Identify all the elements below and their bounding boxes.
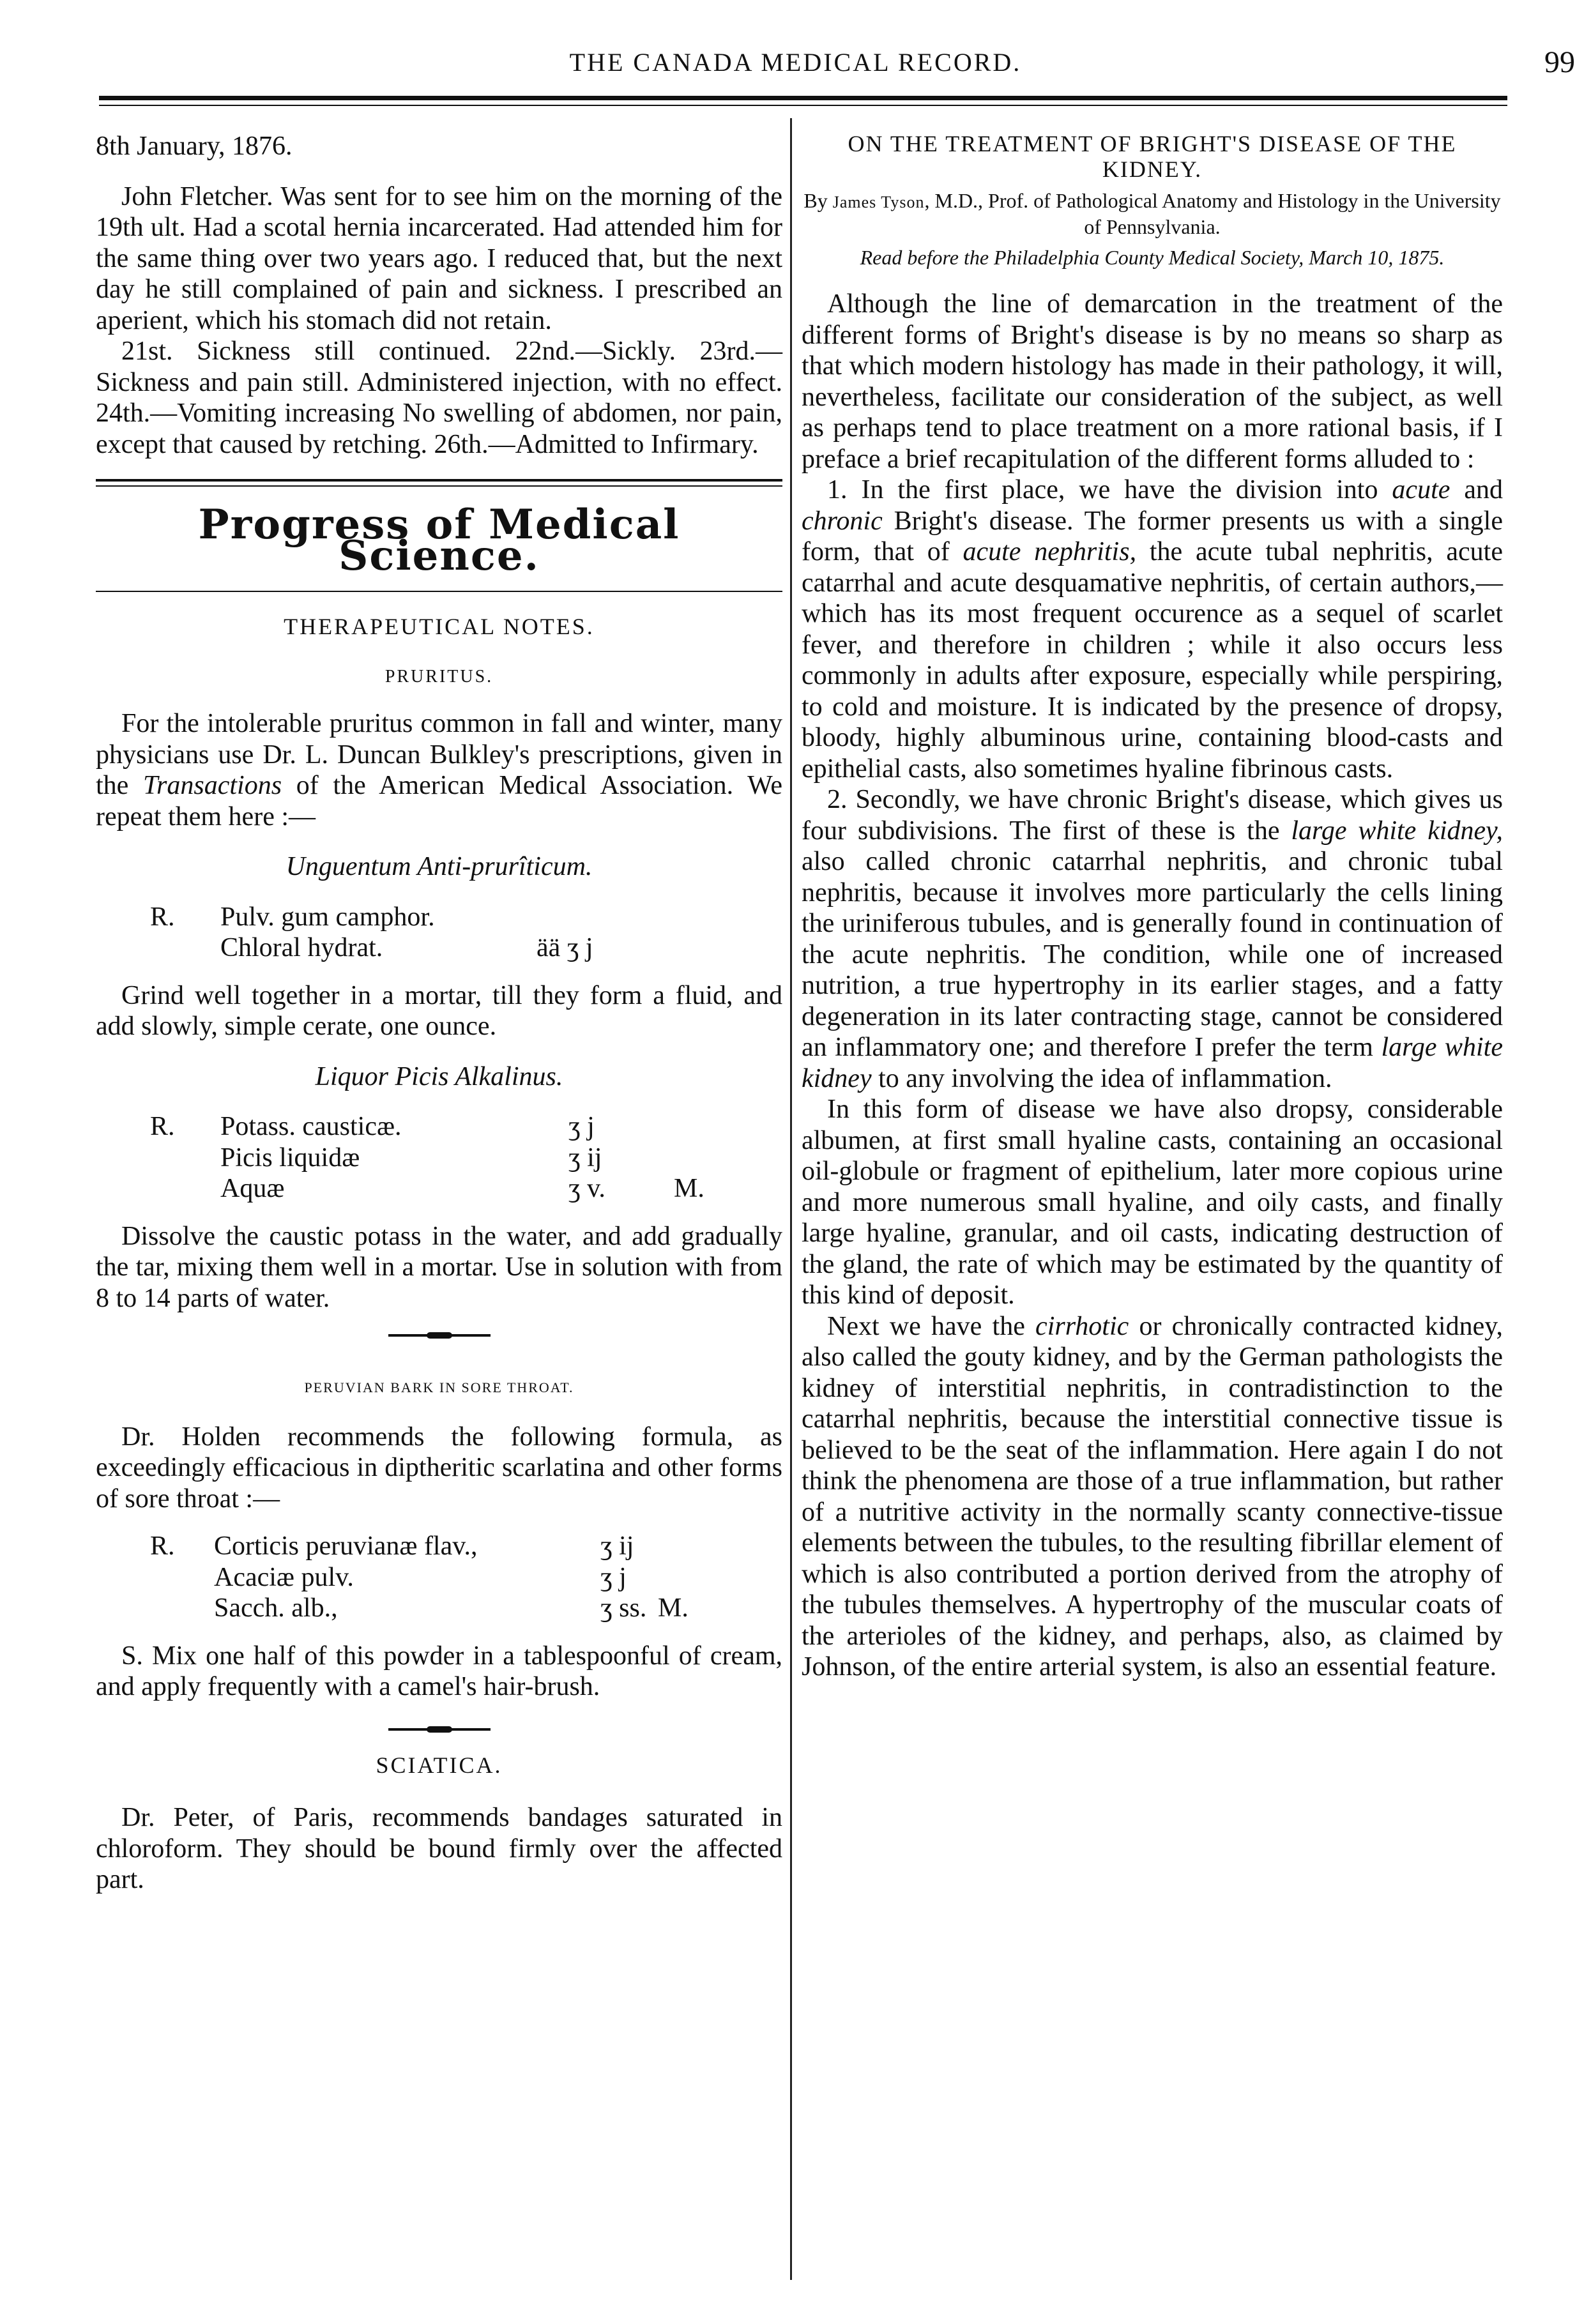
section-heading: THERAPEUTICAL NOTES. xyxy=(284,614,595,639)
formula-2-directions: Dissolve the caustic potass in the water, and add gradually the tar, mixing them well in a mortar. Use in solution with from 8 to 14 parts of water. xyxy=(96,1221,782,1313)
sciatica-heading: SCIATICA. xyxy=(376,1752,503,1778)
dateline: 8th January, 1876. xyxy=(96,132,293,161)
transactions-italic: Transactions xyxy=(143,771,282,800)
peruvian-intro: Dr. Holden recommends the following formula, as exceedingly efficacious in diptheritic scarlatina and other forms of sore throat :— xyxy=(96,1422,782,1514)
pruritus-heading: PRURITUS. xyxy=(384,666,494,687)
dose: ʒ ij xyxy=(600,1531,634,1561)
paragraph-5: Next we have the cirrhotic or chronically contracted kidney, also called the gouty kidney, and by the German pathologists the kidney of interstitial nephritis, in contradistinction to the catarrhal nephritis, because the interstitial connective tissue is believed to be the seat of the inflammation. Here again I do not think the phenomena are those of a true inflammation, but rather of a nutritive activity in the normally scanty connective-tissue elements between the tubules, to the resulting fibrillar element of which is also contributed a portion derived from the atrophy of the tubules themselves. A hypertrophy of the muscular coats of the arterioles of the kidney, and perhaps, also, as claimed by Johnson, of the entire arterial system, is also an essential feature. xyxy=(802,1311,1503,1682)
ingredient: Corticis peruvianæ flav., xyxy=(214,1531,478,1561)
ingredient: Aquæ xyxy=(220,1174,285,1203)
dose: ʒ j xyxy=(568,1112,595,1141)
paragraph-3: 2. Secondly, we have chronic Bright's disease, which gives us four subdivisions. The first of these is the large white kidney, also called chronic catarrhal nephritis, and chronic tubal nephritis, because it involves more particularly the cells lining the uriniferous tubules, and is generally found in continuation of the acute nephritis. The condition, while one of increased nutrition, a true hypertrophy in its earlier stages, and a fatty degeneration in its later contracting stage, cannot be considered an inflammatory one; and therefore I prefer the term large white kidney to any involving the idea of inflammation. xyxy=(802,785,1503,1093)
paragraph-1: Although the line of demarcation in the treatment of the different forms of Bright's disease is by no means so sharp as that which modern histology has made in their pathology, it will, nevertheless, facilitate our consideration of the subject, as well as perhaps tend to place treatment on a more rational basis, if I preface a brief recapitulation of the different forms alluded to : xyxy=(802,289,1503,474)
author-name: James Tyson xyxy=(832,193,925,211)
formula-2-line-1 xyxy=(96,1111,782,1143)
ornamental-rule xyxy=(388,1728,491,1731)
sciatica-text: Dr. Peter, of Paris, recommends bandages saturated in chloroform. They should be bound firmly over the affected part. xyxy=(96,1803,782,1894)
case-paragraph-2: 21st. Sickness still continued. 22nd.—Sickly. 23rd.—Sickness and pain still. Administered injection, with no effect. 24th.—Vomiting increasing No swelling of abdomen, nor pain, except that caused by retching. 26th.—Admitted to Infirmary. xyxy=(96,337,782,459)
formula-3-line-2 xyxy=(96,1562,782,1593)
misce-mark: M. xyxy=(674,1174,704,1203)
dose: ʒ v. xyxy=(568,1174,605,1203)
paragraph-4: In this form of disease we have also dropsy, considerable albumen, at first small hyaline casts, containing an occasional oil-globule or fragment of epithelium, later more copious urine and more numerous small hyaline, and oily casts, and finally large hyaline, granular, and oil casts, indicating destruction of the gland, the rate of which may be estimated by the quantity of this kind of deposit. xyxy=(802,1095,1503,1310)
ingredient: Chloral hydrat. xyxy=(220,933,383,962)
dose: ää ʒ j xyxy=(537,933,593,962)
formula-1 xyxy=(96,902,782,964)
formula-2-line-3 xyxy=(96,1173,782,1204)
header-rule-thin xyxy=(99,105,1507,106)
running-title: THE CANADA MEDICAL RECORD. xyxy=(569,48,1022,77)
formula-1-directions: Grind well together in a mortar, till they form a fluid, and add slowly, simple cerate, one ounce. xyxy=(96,980,782,1041)
article-title: ON THE TREATMENT OF BRIGHT'S DISEASE OF THE KIDNEY. xyxy=(848,131,1457,182)
column-divider xyxy=(790,118,792,2280)
formula-3 xyxy=(96,1531,782,1624)
ingredient: Sacch. alb., xyxy=(214,1593,338,1623)
left-column xyxy=(96,131,782,1895)
recipe-mark: R. xyxy=(150,1112,175,1141)
read-note: Read before the Philadelphia County Medical Society, March 10, 1875. xyxy=(860,246,1445,269)
case-paragraph-1: John Fletcher. Was sent for to see him on the morning of the 19th ult. Had a scotal hernia incarcerated. Had attended him for the same thing over two years ago. I reduced that, but the next day he still complained of pain and sickness. I prescribed an aperient, which his stomach did not retain. xyxy=(96,181,782,335)
right-column xyxy=(802,131,1503,1683)
dose: ʒ ss. xyxy=(600,1593,647,1623)
ornamental-rule xyxy=(388,1334,491,1337)
paragraph-2: 1. In the first place, we have the division into acute and chronic Bright's disease. The former presents us with a single form, that of acute nephritis, the acute tubal nephritis, acute catarrhal and acute desquamative nephritis, of certain authors,— which has its most frequent occurence as a sequel of scarlet fever, and therefore in children ; while it also occurs less commonly in adults after exposure, especially while perspiring, to cold and moisture. It is indicated by the presence of dropsy, bloody, highly albuminous urine, containing blood-casts and epithelial casts, also sometimes hyaline fibrinous casts. xyxy=(802,475,1503,784)
dose: ʒ ij xyxy=(568,1143,602,1173)
formula-2 xyxy=(96,1111,782,1204)
misce-mark: M. xyxy=(658,1593,689,1623)
ingredient: Potass. causticæ. xyxy=(220,1112,402,1141)
formula-1-line-2 xyxy=(96,932,782,964)
formula-3-line-1 xyxy=(96,1531,782,1562)
ingredient: Pulv. gum camphor. xyxy=(220,902,435,932)
formula-2-line-2 xyxy=(96,1143,782,1174)
peruvian-heading: PERUVIAN BARK IN SORE THROAT. xyxy=(304,1379,574,1395)
formula-1-line-1 xyxy=(96,902,782,933)
running-head xyxy=(0,45,1591,83)
ingredient: Acaciæ pulv. xyxy=(214,1562,354,1592)
byline: By James Tyson, M.D., Prof. of Pathological Anatomy and Histology in the University of Pennsylvania. xyxy=(803,189,1501,238)
recipe-mark: R. xyxy=(150,902,175,932)
recipe-mark: R. xyxy=(150,1531,175,1561)
peruvian-directions: S. Mix one half of this powder in a tablespoonful of cream, and apply frequently with a camel's hair-brush. xyxy=(96,1641,782,1701)
section-rule-top xyxy=(96,479,782,487)
formula-3-line-3 xyxy=(96,1593,782,1624)
page-number: 99 xyxy=(1544,45,1575,79)
dose: ʒ j xyxy=(600,1562,627,1592)
header-rule-thick xyxy=(99,96,1507,100)
formula-1-title: Unguentum Anti-prurîticum. xyxy=(285,852,593,881)
section-rule-bottom xyxy=(96,591,782,592)
formula-2-title: Liquor Picis Alkalinus. xyxy=(315,1061,563,1091)
section-banner: Progress of Medical Science. xyxy=(198,501,680,580)
pruritus-intro: For the intolerable pruritus common in fall and winter, many physicians use Dr. L. Duncan Bulkley's prescriptions, given in the Transactions of the American Medical Association. We repeat them here :— xyxy=(96,709,782,832)
ingredient: Picis liquidæ xyxy=(220,1143,360,1173)
